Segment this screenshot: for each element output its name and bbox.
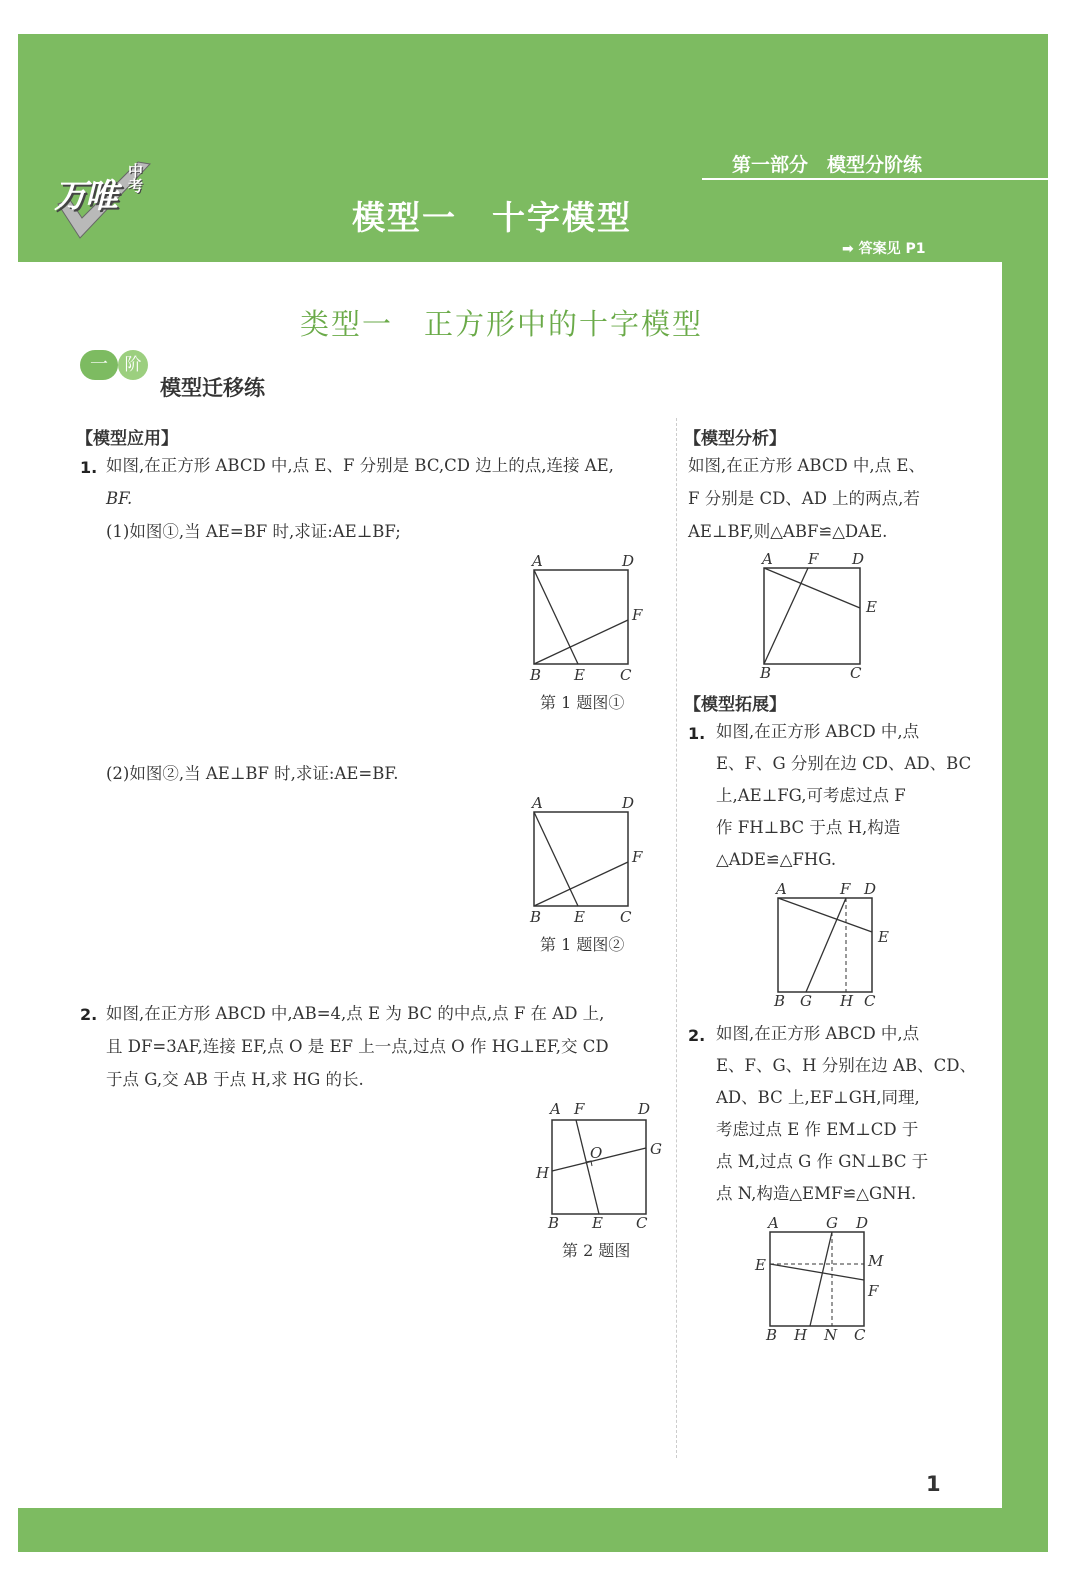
question-2-line-1: 如图,在正方形 ABCD 中,AB=4,点 E 为 BC 的中点,点 F 在 AD 上, (106, 1004, 605, 1023)
brand-logo: 万唯 (54, 176, 116, 215)
extension-2-line-3: AD、BC 上,EF⊥GH,同理, (716, 1088, 920, 1107)
model-application-heading: 【模型应用】 (76, 429, 178, 449)
label-d: D (622, 794, 635, 812)
extension-1-line-5: △ADE≌△FHG. (716, 850, 837, 869)
brand-logo-subtitle: 中考 (128, 162, 144, 195)
stage-badge-right: 阶 (118, 350, 148, 380)
label-d: D (864, 880, 877, 898)
figure-1-1 (522, 548, 652, 688)
question-1-number: 1. (80, 458, 98, 477)
extension-1-figure (766, 876, 902, 1012)
label-h: H (840, 992, 854, 1010)
label-g: G (826, 1214, 838, 1232)
question-2-number: 2. (80, 1005, 98, 1024)
label-a: A (776, 880, 787, 898)
analysis-line-3: AE⊥BF,则△ABF≌△DAE. (688, 522, 888, 541)
label-a: A (532, 794, 543, 812)
label-b: B (774, 992, 786, 1010)
analysis-line-1: 如图,在正方形 ABCD 中,点 E、 (688, 456, 925, 475)
model-extension-heading: 【模型拓展】 (684, 695, 786, 715)
label-f: F (840, 880, 851, 898)
label-d: D (622, 552, 635, 570)
figure-1-2 (522, 790, 652, 930)
extension-1-number: 1. (688, 724, 706, 743)
label-a: A (550, 1100, 561, 1118)
label-a: A (762, 550, 773, 568)
extension-1-line-1: 如图,在正方形 ABCD 中,点 (716, 722, 920, 741)
label-b: B (530, 666, 542, 684)
analysis-line-2: F 分别是 CD、AD 上的两点,若 (688, 489, 920, 508)
label-b: B (760, 664, 772, 680)
label-e: E (878, 928, 889, 946)
label-g: G (650, 1140, 662, 1158)
extension-2-line-5: 点 M,过点 G 作 GN⊥BC 于 (716, 1152, 929, 1171)
label-c: C (850, 664, 862, 680)
page-number: 1 (926, 1472, 941, 1496)
stage-title: 模型迁移练 (160, 376, 265, 400)
label-f: F (632, 848, 643, 866)
label-e: E (574, 908, 585, 926)
extension-2-line-2: E、F、G、H 分别在边 AB、CD、 (716, 1056, 976, 1075)
extension-2-number: 2. (688, 1026, 706, 1045)
label-e: E (755, 1256, 766, 1274)
figure-1-1-caption: 第 1 题图① (540, 693, 625, 712)
label-a: A (768, 1214, 779, 1232)
extension-2-line-4: 考虑过点 E 作 EM⊥CD 于 (716, 1120, 919, 1139)
label-c: C (864, 992, 876, 1010)
label-f: F (632, 606, 643, 624)
extension-1-line-4: 作 FH⊥BC 于点 H,构造 (716, 818, 901, 837)
label-c: C (854, 1326, 866, 1344)
label-b: B (548, 1214, 560, 1232)
analysis-figure (752, 546, 888, 680)
label-e: E (574, 666, 585, 684)
question-2-line-3: 于点 G,交 AB 于点 H,求 HG 的长. (106, 1070, 364, 1089)
extension-1-line-3: 上,AE⊥FG,可考虑过点 F (716, 786, 906, 805)
label-n: N (824, 1326, 838, 1344)
label-h: H (536, 1164, 550, 1182)
label-f: F (808, 550, 819, 568)
label-f: F (868, 1282, 879, 1300)
label-e: E (866, 598, 877, 616)
section-rule (702, 178, 1048, 180)
stage-badge-left: 一 (80, 350, 118, 380)
question-2-line-2: 且 DF=3AF,连接 EF,点 O 是 EF 上一点,过点 O 作 HG⊥EF,交 CD (106, 1037, 609, 1056)
type-title: 类型一 正方形中的十字模型 (300, 307, 704, 341)
label-h: H (794, 1326, 808, 1344)
label-d: D (638, 1100, 651, 1118)
chapter-title: 模型一 十字模型 (352, 198, 632, 237)
question-1-part-1: (1)如图①,当 AE=BF 时,求证:AE⊥BF; (106, 522, 401, 541)
label-b: B (530, 908, 542, 926)
label-d: D (856, 1214, 869, 1232)
label-f: F (574, 1100, 585, 1118)
label-c: C (620, 666, 632, 684)
label-g: G (800, 992, 812, 1010)
extension-1-line-2: E、F、G 分别在边 CD、AD、BC (716, 754, 972, 773)
extension-2-figure (752, 1210, 888, 1346)
extension-2-line-6: 点 N,构造△EMF≌△GNH. (716, 1184, 917, 1203)
label-c: C (620, 908, 632, 926)
figure-2 (530, 1098, 670, 1238)
figure-1-2-caption: 第 1 题图② (540, 935, 625, 954)
label-m: M (868, 1252, 884, 1270)
label-c: C (636, 1214, 648, 1232)
question-1-text-cont: BF. (106, 489, 133, 508)
label-o: O (590, 1144, 603, 1162)
figure-2-caption: 第 2 题图 (562, 1241, 631, 1260)
section-label: 第一部分 模型分阶练 (732, 154, 923, 176)
question-1-text: 如图,在正方形 ABCD 中,点 E、F 分别是 BC,CD 边上的点,连接 AE, (106, 456, 614, 475)
model-analysis-heading: 【模型分析】 (684, 429, 786, 449)
label-d: D (852, 550, 865, 568)
answer-reference: ➡ 答案见 P1 (842, 241, 926, 257)
extension-2-line-1: 如图,在正方形 ABCD 中,点 (716, 1024, 920, 1043)
footer-band (18, 1508, 1048, 1552)
label-b: B (766, 1326, 778, 1344)
label-a: A (532, 552, 543, 570)
right-margin-band (1002, 262, 1048, 1510)
label-e: E (592, 1214, 603, 1232)
column-divider (676, 418, 677, 1458)
question-1-part-2: (2)如图②,当 AE⊥BF 时,求证:AE=BF. (106, 764, 399, 783)
